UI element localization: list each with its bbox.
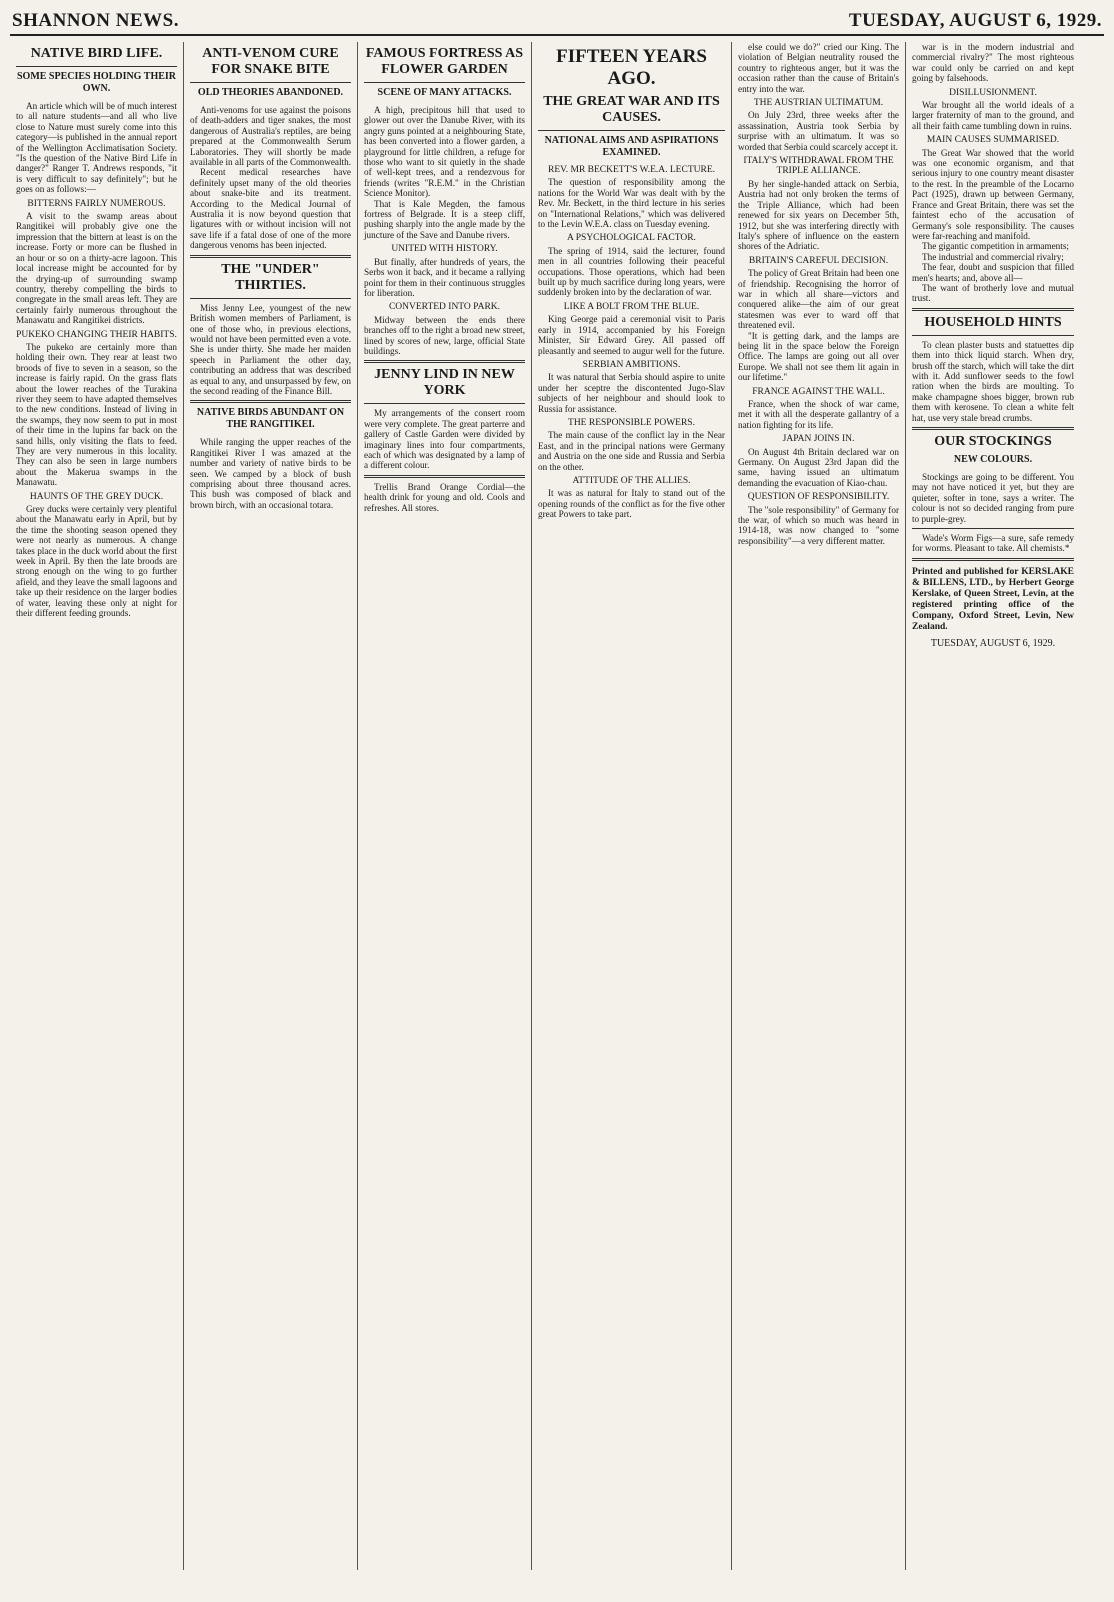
section-head: DISILLUSIONMENT.: [949, 87, 1037, 98]
section-head: ITALY'S WITHDRAWAL FROM THE TRIPLE ALLIANCE.: [743, 156, 894, 177]
list-item: The fear, doubt and suspicion that filled men's hearts; and, above all—: [912, 262, 1074, 283]
subhead: SCENE OF MANY ATTACKS.: [377, 87, 512, 98]
advert-trellis: Trellis Brand Orange Cordial—the health drink for young and old. Cools and refreshes. All stores.: [364, 481, 525, 513]
paragraph: war is in the modern industrial and commercial rivalry?" The most righteous war could only be carried on and kept going by falsehoods.: [912, 42, 1074, 84]
subhead: OLD THEORIES ABANDONED.: [197, 87, 344, 98]
paragraph: The spring of 1914, said the lecturer, found men in all countries following their peaceful occupations. Those operations, which had been built up by much sacrifice during long years, were suddenly broken into by the declaration of war.: [538, 245, 725, 298]
paragraph: War brought all the world ideals of a larger fraternity of man to the ground, and all their faith came tumbling down in ruins.: [912, 100, 1074, 131]
section-head: SERBIAN AMBITIONS.: [582, 359, 681, 370]
imprint: Printed and published for KERSLAKE & BILLENS, LTD., by Herbert George Kerslake, of Queen Street, Levin, at the registered printing office of the Company, Oxford Street, Levin, New Zealand.: [912, 566, 1074, 632]
paragraph: To clean plaster busts and statuettes dip them into thick liquid starch. When dry, brush off the starch, which will take the dirt with it. Add sunflower seeds to the fowl ration when the birds are moulting. To make champagne shoes bigger, brown rub them with kerosene. To clean a white felt hat, use very stale bread crumbs.: [912, 339, 1074, 423]
section-head: A PSYCHOLOGICAL FACTOR.: [567, 233, 696, 244]
section-head: FRANCE AGAINST THE WALL.: [752, 386, 885, 397]
column-6: [906, 42, 1080, 1570]
newspaper-page: [10, 10, 1104, 1582]
headline-great-war: THE GREAT WAR AND ITS CAUSES.: [543, 94, 720, 125]
subhead-lecture: REV. MR BECKETT'S W.E.A. LECTURE.: [547, 165, 715, 175]
paragraph: It was natural that Serbia should aspire to unite under her sceptre the discontented Jugo-Slav subjects of her neighbour and should look to Russia for assistance.: [538, 372, 725, 414]
column-4: [532, 42, 732, 1570]
paragraph: The policy of Great Britain had been one of friendship. Recognising the horror of war in which all share—victors and conquered alike—the aim of our great statesmen was ever to ward off that threatened evil.: [738, 268, 899, 331]
headline-native-birds-rangitikei: NATIVE BIRDS ABUNDANT ON THE RANGITIKEI.: [196, 407, 345, 431]
paragraph: A visit to the swamp areas about Rangitikei will probably give one the impression that the bittern at least is on the increase. Forty or more can be flushed in an hour or so on a thirty-acre lagoon. This local increase might be accounted for by the drying-up of surrounding swamp country, thereby compelling the birds to congregate in the small areas left. They are certainly fairly numerous throughout the Manawatu and Rangitikei districts.: [16, 211, 177, 326]
section-head: BRITAIN'S CAREFUL DECISION.: [748, 255, 889, 266]
paragraph: By her single-handed attack on Serbia, Austria had not only broken the terms of the Triple Alliance, which had been renewed for six years on December 5th, 1912, but she was interfering directly with Italy's sphere of influence on the eastern shores of the Adriatic.: [738, 178, 899, 252]
paragraph: My arrangements of the consert room were very complete. The great parterre and gallery of Castle Garden were divided by imaginary lines into four compartments, each of which was designated by a lamp of a different colour.: [364, 408, 525, 471]
paragraph: The pukeko are certainly more than holding their own. They rear at least two broods of five to seven in a season, so the increase is fairly rapid. On the grass flats about the lower reaches of the Turakina river they seem to have adapted themselves to the new conditions. Instead of living in the swamps, they now seem to put in most of their time in the lupins far back on the sand hills, only visiting the flats to feed. They are very numerous in this locality. They can also be seen in large numbers about the Makerua swamps in the Manawatu.: [16, 341, 177, 488]
section-head: BITTERNS FAIRLY NUMEROUS.: [27, 198, 166, 209]
paragraph: The Great War showed that the world was one economic organism, and that serious injury to one country meant disaster to the rest. In the preamble of the Locarno Pact (1925), drawn up between Germany, France and Great Britain, there was set the faintest echo of the accusation of Germany's sole responsibility. The causes were far-reaching and manifold.: [912, 147, 1074, 241]
list-item: The gigantic competition in armaments;: [922, 241, 1069, 252]
section-head: PUKEKO CHANGING THEIR HABITS.: [16, 329, 177, 340]
advert-wades: Wade's Worm Figs—a sure, safe remedy for worms. Pleasant to take. All chemists.*: [912, 533, 1074, 554]
section-head: UNITED WITH HISTORY.: [391, 244, 498, 255]
section-head: JAPAN JOINS IN.: [782, 434, 855, 445]
headline-under-thirties: THE "UNDER" THIRTIES.: [221, 261, 320, 293]
quote: "It is getting dark, and the lamps are being lit in the space below the Foreign Office. The lamps are going out all over Europe. We shall not see them lit again in our lifetime.": [738, 330, 899, 383]
paragraph: But finally, after hundreds of years, the Serbs won it back, and it became a rallying point for them in their continuous struggles for liberation.: [364, 256, 525, 298]
headline-native-bird-life: NATIVE BIRD LIFE.: [30, 46, 163, 61]
subhead: NEW COLOURS.: [953, 454, 1033, 465]
column-3: [358, 42, 532, 1570]
paragraph: An article which will be of much interest to all nature students—and all who live close to Nature must surely come into this category—is published in the annual report of the Wellington Acclimatisation Society. "Is the question of the Native Bird Life in danger?" Ranger T. Andrews responds, "it is very difficult to say definitely"; but he goes on as follows:—: [16, 101, 177, 195]
subhead: NATIONAL AIMS AND ASPIRATIONS EXAMINED.: [544, 135, 719, 158]
section-head: THE RESPONSIBLE POWERS.: [568, 417, 695, 428]
paragraph: Stockings are going to be different. You may not have noticed it yet, but they are quieter, softer in tone, says a writer. The colour is not so decided ranging from pure to purple-grey.: [912, 472, 1074, 524]
masthead-title: SHANNON NEWS.: [12, 10, 179, 31]
paragraph: A high, precipitous hill that used to glower out over the Danube River, with its angry guns pointed at a neighbouring State, has been converted into a flower garden, a playground for little children, a refuge for those who want to sit quietly in the shade of well-kept trees, and a rendezvous for friends (writes "R.E.M." in the Christian Science Monitor).: [364, 105, 525, 199]
paragraph: Midway between the ends there branches off to the right a broad new street, lined by scores of new, large, official State buildings.: [364, 314, 525, 356]
paragraph: France, when the shock of war came, met it with all the desperate gallantry of a nation fighting for its life.: [738, 399, 899, 430]
footer-date: TUESDAY, AUGUST 6, 1929.: [930, 637, 1056, 649]
paragraph: Recent medical researches have definitely upset many of the old theories about snake-bite and its treatment. According to the Medical Journal of Australia it is now beyond question that ligatures with or without incision will not save life if a fatal dose of one of the more dangerous venoms has been injected.: [190, 167, 351, 251]
list-item: The industrial and commercial rivalry;: [922, 251, 1064, 262]
column-5: [732, 42, 906, 1570]
paragraph: Anti-venoms for use against the poisons of death-adders and tiger snakes, the most dangerous of Australia's reptiles, are being prepared at the Commonwealth Serum Laboratories. They will shortly be made available in all parts of the Commonwealth.: [190, 105, 351, 168]
paragraph: On July 23rd, three weeks after the assassination, Austria took Serbia by surprise with an ultimatum. It was so worded that Serbia could scarcely accept it.: [738, 110, 899, 152]
headline-fifteen-years: FIFTEEN YEARS AGO.: [556, 46, 707, 89]
paragraph: While ranging the upper reaches of the Rangitikei River I was amazed at the number and variety of native birds to be seen. We camped by a block of bush comprising about three thousand acres. This bush was composed of black and brown birch, with an occasional totara.: [190, 437, 351, 510]
section-head: CONVERTED INTO PARK.: [388, 302, 501, 313]
section-head: QUESTION OF RESPONSIBILITY.: [747, 492, 890, 503]
masthead: [10, 10, 1104, 36]
headline-our-stockings: OUR STOCKINGS: [934, 434, 1052, 449]
paragraph: The main cause of the conflict lay in the Near East, and in the principal nations were Germany and Austria on the one side and Russia and Serbia on the other.: [538, 430, 725, 472]
paragraph: On August 4th Britain declared war on Germany. On August 23rd Japan did the same, having issued an ultimatum demanding the evacuation of Kiao-chau.: [738, 446, 899, 488]
paragraph: else could we do?" cried our King. The violation of Belgian neutrality roused the country to righteous anger, but it was the occasion rather than the cause of Britain's entry into the war.: [738, 42, 899, 94]
headline-anti-venom: ANTI-VENOM CURE FOR SNAKE BITE: [202, 46, 339, 77]
paragraph: It was as natural for Italy to stand out of the opening rounds of the conflict as for the five other great Powers to take part.: [538, 488, 725, 520]
paragraph: The question of responsibility among the nations for the World War was dealt with by the Rev. Mr. Beckett, in the third lecture in his series on "International Relations," which was delivered to the Levin W.E.A. class on Tuesday evening.: [538, 177, 725, 230]
paragraph: The "sole responsibility" of Germany for the war, of which so much was heard in 1914-18, was now changed to "some responsibility"—a very different matter.: [738, 504, 899, 546]
paragraph: Miss Jenny Lee, youngest of the new British women members of Parliament, is one of those who, in previous elections, would not have been permitted even a vote. She is under thirty. She made her maiden speech in Parliament the other day, contributing an address that was described as equal to any, and unsurpassed by few, on the second reading of the Finance Bill.: [190, 302, 351, 396]
columns: [10, 42, 1104, 1570]
subhead: SOME SPECIES HOLDING THEIR OWN.: [16, 71, 177, 94]
section-head: LIKE A BOLT FROM THE BLUE.: [563, 301, 700, 312]
headline-famous-fortress: FAMOUS FORTRESS AS FLOWER GARDEN: [365, 46, 524, 77]
paragraph: Grey ducks were certainly very plentiful about the Manawatu early in April, but by the time the shooting season opened they were not nearly as numerous. A change takes place in the duck world about the first week in April. By then the late broods are strong enough on the wing to go further afield, and they leave the small lagoons and take up their residence on the larger bodies of water, leaving these only at night for their different feeding grounds.: [16, 504, 177, 619]
paragraph: King George paid a ceremonial visit to Paris early in 1914, accompanied by his Foreign Minister, Sir Edward Grey. All passed off pleasantly and seemed to augur well for the future.: [538, 314, 725, 356]
section-head: THE AUSTRIAN ULTIMATUM.: [753, 98, 884, 109]
masthead-date: TUESDAY, AUGUST 6, 1929.: [848, 10, 1102, 31]
column-2: [184, 42, 358, 1570]
section-head: MAIN CAUSES SUMMARISED.: [926, 135, 1060, 146]
section-head: ATTITUDE OF THE ALLIES.: [572, 475, 691, 486]
column-1: [10, 42, 184, 1570]
section-head: HAUNTS OF THE GREY DUCK.: [29, 491, 164, 502]
paragraph: That is Kale Megden, the famous fortress of Belgrade. It is a steep cliff, pushing sharply into the angle made by the juncture of the Save and Danube rivers.: [364, 198, 525, 240]
list-item: The want of brotherly love and mutual trust.: [912, 282, 1074, 304]
headline-jenny-lind: JENNY LIND IN NEW YORK: [374, 367, 515, 399]
headline-household-hints: HOUSEHOLD HINTS: [924, 314, 1062, 330]
